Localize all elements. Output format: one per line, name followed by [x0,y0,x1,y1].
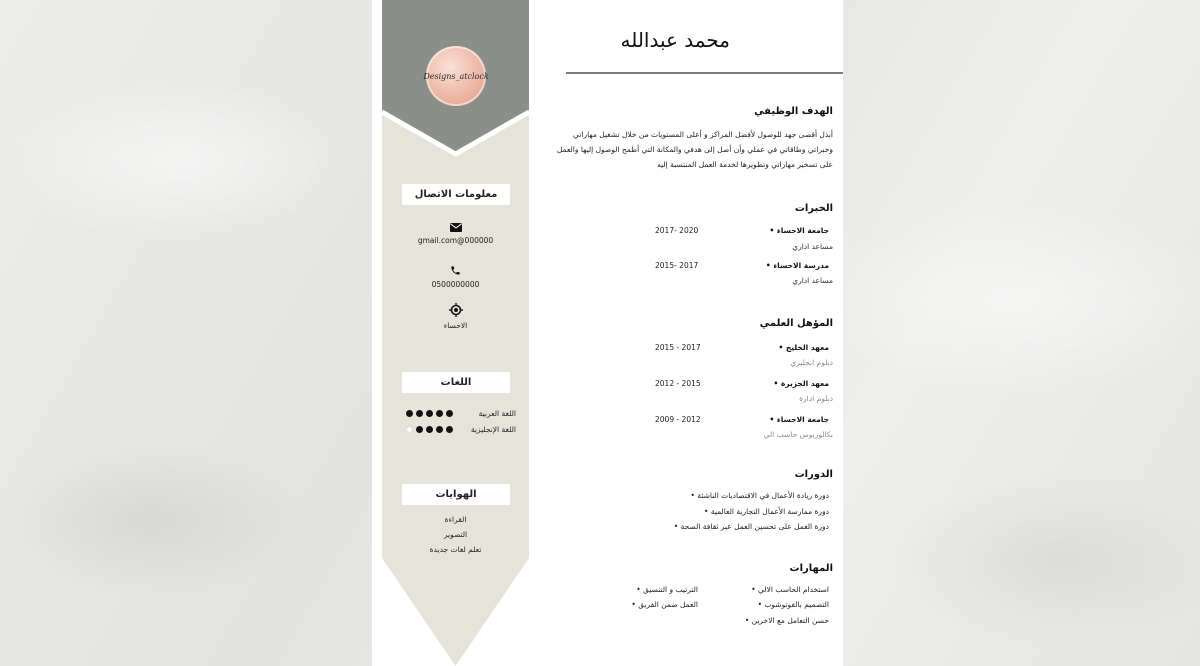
language-level-dots [406,426,453,433]
location-text: الاحساء [443,321,468,330]
experience-place: مدرسة الاحساء • [766,261,829,270]
level-dot-filled [446,426,453,433]
hobbies-heading: الهوايات [402,484,510,505]
objective-line: وخبراتي وطاقاتي في عملي وأن أصل إلى هدفي والمكانة التي أطمح الوصول إليها والعمل [556,145,833,154]
level-dot-filled [436,410,443,417]
skills-title: المهارات [789,563,833,574]
experience-place: جامعة الاحساء • [769,226,829,235]
phone-text: 0500000000 [431,280,480,289]
skill-item: التصميم بالفوتوشوب • [758,600,829,609]
candidate-name: محمد عبدالله [620,28,730,52]
level-dot-filled [406,410,413,417]
skill-item: العمل ضمن الفريق • [631,600,698,609]
experience-role: مساعد اداري [792,276,833,285]
course-item: دورة العمل على تحسين العمل عبر ثقافة الصحة • [674,522,829,531]
name-divider [566,72,843,74]
experience-years: 2017- 2020 [655,226,699,235]
email-text: 000000@gmail.com [417,236,494,245]
resume-sidebar [382,0,529,666]
contact-phone [382,265,529,289]
course-item: دورة ممارسة الأعمال التجارية العالمية • [704,507,829,516]
avatar-logo-text: Designs_atclock [423,71,489,81]
level-dot-filled [426,410,433,417]
level-dot-filled [436,426,443,433]
education-place: جامعة الاحساء • [769,415,829,424]
skill-item: الترتيب و التنسيق • [636,585,698,594]
languages-heading: اللغات [402,372,510,393]
level-dot-filled [446,410,453,417]
experience-role: مساعد اداري [792,242,833,251]
avatar [423,46,489,106]
level-dot-filled [416,426,423,433]
level-dot-filled [416,410,423,417]
contact-location [382,303,529,330]
contact-heading: معلومات الاتصال [402,184,510,205]
contact-email [382,223,529,245]
level-dot-filled [426,426,433,433]
education-degree: دبلوم انجليزي [790,358,833,367]
education-degree: دبلوم ادارة [799,394,833,403]
education-years: 2009 - 2012 [655,415,701,424]
language-label: اللغة العربية [478,408,516,418]
hobby-item: القراءة [444,515,467,524]
education-years: 2015 - 2017 [655,343,701,352]
language-row [406,407,516,419]
education-degree: بكالوريوس حاسب الي [763,430,833,439]
skill-item: استخدام الحاسب الالي • [751,585,829,594]
objective-title: الهدف الوظيفي [754,106,833,117]
phone-icon [450,265,461,276]
education-years: 2012 - 2015 [655,379,701,388]
objective-line: على تسخير مهاراتي وتطويرها لخدمة العمل المنتسبة إليه [657,160,833,169]
education-place: معهد الجزيرة • [773,379,829,388]
language-row [406,423,516,435]
courses-title: الدورات [794,469,833,480]
skill-item: حسن التعامل مع الاخرين • [745,616,829,625]
objective-text [543,127,833,172]
education-place: معهد الخليج • [779,343,830,352]
location-target-icon [449,303,463,317]
objective-line: أبذل أقصى جهد للوصول لأفضل المراكز و أعلى المستويات من خلال تشغيل مهاراتي [573,130,833,139]
hobby-item: التصوير [443,530,468,539]
level-dot-empty [406,426,413,433]
resume-page [372,0,843,666]
hobby-item: تعلم لغات جديدة [429,545,482,554]
course-item: دورة ريادة الأعمال في الاقتصاديات الناشئة • [690,491,829,500]
language-level-dots [406,410,453,417]
experience-years: 2015- 2017 [655,261,699,270]
language-label: اللغة الإنجليزية [470,424,516,434]
experience-title: الخبرات [794,203,833,214]
education-title: المؤهل العلمي [759,318,833,329]
envelope-icon [450,223,462,232]
